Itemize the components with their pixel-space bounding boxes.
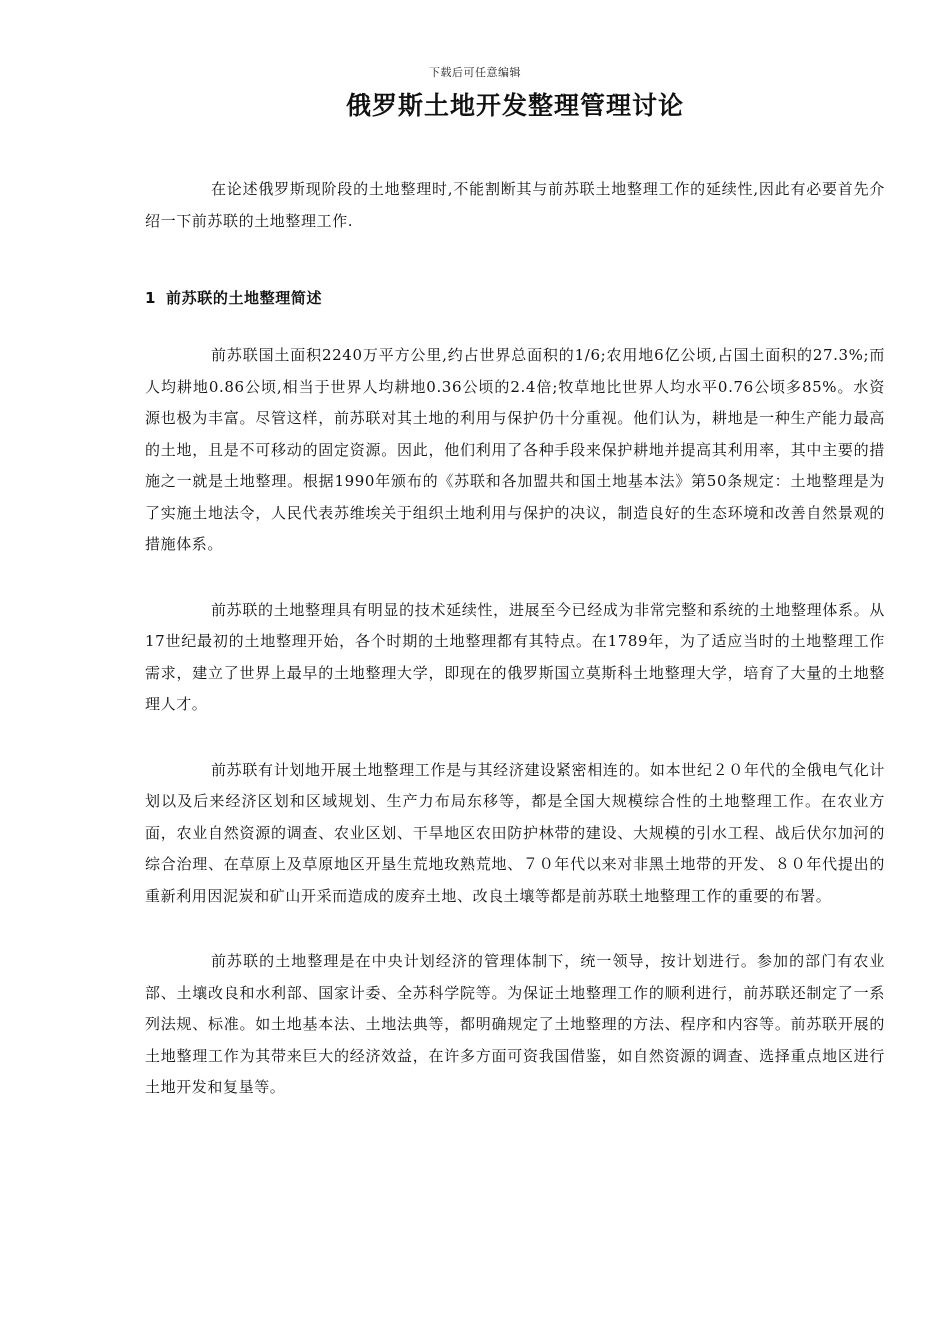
section-heading — [145, 284, 885, 312]
document-title: 俄罗斯土地开发整理管理讨论 — [345, 91, 684, 120]
section-title: 前苏联的土地整理简述 — [166, 289, 323, 307]
body-paragraph-2: 前苏联的土地整理具有明显的技术延续性，进展至今已经成为非常完整和系统的土地整理体系。从17世纪最初的土地整理开始，各个时期的土地整理都有其特点。在1789年，为了适应当时的土地整理工作需求，建立了世界上最早的土地整理大学，即现在的俄罗斯国立莫斯科土地整理大学，培育了大量的土地整理人才。 — [145, 600, 885, 713]
body-paragraph-4: 前苏联的土地整理是在中央计划经济的管理体制下，统一领导，按计划进行。参加的部门有农业部、土壤改良和水利部、国家计委、全苏科学院等。为保证土地整理工作的顺利进行，前苏联还制定了一系列法规、标准。如土地基本法、土地法典等，都明确规定了土地整理的方法、程序和内容等。前苏联开展的土地整理工作为其带来巨大的经济效益，在许多方面可资我国借鉴，如自然资源的调查、选择重点地区进行土地开发和复垦等。 — [145, 952, 885, 1096]
body-paragraph-1: 前苏联国土面积2240万平方公里,约占世界总面积的1/6;农用地6亿公顷,占国土面积的27.3%;而人均耕地0.86公顷,相当于世界人均耕地0.36公顷的2.4倍;牧草地比世界人均水平0.76公顷多85%。水资源也极为丰富。尽管这样，前苏联对其土地的利用与保护仍十分重视。他们认为，耕地是一种生产能力最高的土地，且是不可移动的固定资源。因此，他们利用了各种手段来保护耕地并提高其利用率，其中主要的措施之一就是土地整理。根据1990年颁布的《苏联和各加盟共和国土地基本法》第50条规定：土地整理是为了实施土地法令，人民代表苏维埃关于组织土地利用与保护的决议，制造良好的生态环境和改善自然景观的措施体系。 — [145, 346, 885, 553]
body-paragraph-3: 前苏联有计划地开展土地整理工作是与其经济建设紧密相连的。如本世纪２０年代的全俄电气化计划以及后来经济区划和区域规划、生产力布局东移等，都是全国大规模综合性的土地整理工作。在农业方面，农业自然资源的调查、农业区划、干旱地区农田防护林带的建设、大规模的引水工程、战后伏尔加河的综合治理、在草原上及草原地区开垦生荒地玫熟荒地、７０年代以来对非黑土地带的开发、８０年代提出的重新利用因泥炭和矿山开采而造成的废弃土地、改良土壤等都是前苏联土地整理工作的重要的布署。 — [145, 760, 885, 905]
header-watermark: 下载后可任意编辑 — [429, 66, 521, 79]
document-body — [145, 174, 885, 1104]
intro-paragraph: 在论述俄罗斯现阶段的土地整理时,不能割断其与前苏联土地整理工作的延续性,因此有必要首先介绍一下前苏联的土地整理工作. — [145, 180, 885, 230]
section-number: 1 — [145, 289, 157, 307]
